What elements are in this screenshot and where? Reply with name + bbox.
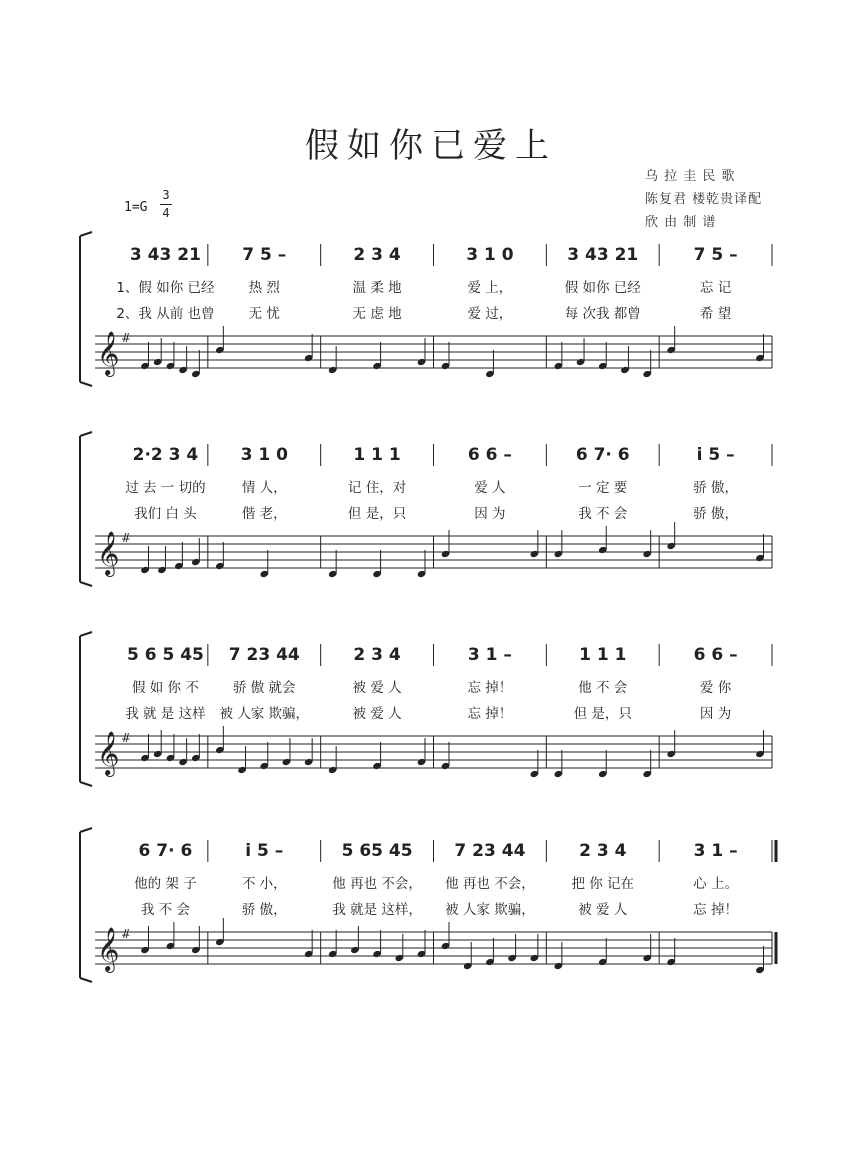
lyric-verse-2: 无 虑 地 (352, 306, 402, 322)
jianpu-measure: 6 7· 6 (138, 841, 193, 861)
lyric-verse-2: 骄 傲， (241, 902, 287, 918)
music-system-1 (0, 228, 862, 388)
sharp-icon: # (121, 531, 132, 545)
lyric-verse-1: 忘 记 (699, 280, 732, 296)
treble-clef-icon: 𝄞 (97, 731, 120, 775)
lyric-verse-2: 我们 白 头 (134, 506, 197, 522)
lyric-verse-1: 被 爱 人 (352, 680, 402, 696)
jianpu-measure: 2 3 4 (579, 841, 627, 861)
lyric-verse-1: 骄 傲 就会 (232, 680, 296, 696)
lyric-verse-2: 我 不 会 (578, 506, 628, 522)
lyric-verse-1: 把 你 记在 (571, 876, 635, 892)
lyric-verse-1: 情 人， (241, 480, 287, 496)
key-signature-label: 1=G (124, 200, 148, 215)
jianpu-measure: 3 1 0 (466, 245, 514, 265)
lyric-verse-1: 爱 上， (467, 280, 513, 296)
lyric-verse-2: 但 是，只 (347, 506, 407, 522)
lyric-verse-2: 2、我 从前 也曾 (116, 306, 215, 322)
lyric-verse-1: 爱 你 (699, 680, 732, 696)
sharp-icon: # (121, 927, 132, 941)
lyric-verse-2: 我 不 会 (140, 902, 190, 918)
lyric-verse-2: 我 就 是 这样 (125, 706, 206, 722)
lyric-verse-2: 无 忧 (248, 306, 280, 322)
time-signature-top: 3 (162, 188, 170, 202)
jianpu-measure: 3 1 0 (240, 445, 288, 465)
lyric-verse-2: 被 爱 人 (578, 902, 628, 918)
jianpu-measure: 2 3 4 (353, 645, 401, 665)
lyric-verse-1: 热 烈 (248, 280, 280, 296)
lyric-verse-1: 忘 掉！ (467, 680, 513, 696)
lyric-verse-1: 他 不 会 (578, 680, 628, 696)
jianpu-measure: 5 6 5 45 (126, 645, 204, 665)
lyric-verse-1: 他 再也 不会， (332, 876, 422, 892)
music-system-4 (0, 824, 862, 984)
credit-arranger: 欣 由 制 谱 (645, 215, 717, 230)
lyric-verse-2: 因 为 (474, 506, 506, 522)
jianpu-measure: 1 1 1 (579, 645, 627, 665)
jianpu-measure: 3 1 – (693, 841, 738, 861)
lyric-verse-1: 温 柔 地 (352, 280, 402, 296)
lyric-verse-2: 希 望 (699, 306, 732, 322)
jianpu-measure: 7 23 44 (454, 841, 526, 861)
jianpu-measure: 6 6 – (693, 645, 738, 665)
song-title: 假如你已爱上 (305, 126, 557, 166)
treble-clef-icon: 𝄞 (97, 331, 120, 375)
jianpu-measure: 1 1 1 (353, 445, 401, 465)
credit-origin: 乌 拉 圭 民 歌 (645, 169, 736, 184)
sharp-icon: # (121, 331, 132, 345)
jianpu-measure: 3 43 21 (567, 245, 639, 265)
lyric-verse-2: 爱 过， (467, 306, 513, 322)
credit-translators: 陈复君 楼乾贵译配 (645, 192, 763, 207)
jianpu-measure: i 5 – (245, 841, 284, 861)
jianpu-measure: 2·2 3 4 (132, 445, 199, 465)
lyric-verse-1: 骄 傲， (693, 480, 738, 496)
jianpu-measure: 5 65 45 (341, 841, 413, 861)
lyric-verse-1: 1、假 如你 已经 (116, 280, 215, 296)
jianpu-measure: 3 43 21 (129, 245, 201, 265)
lyric-verse-2: 忘 掉！ (693, 902, 738, 918)
lyric-verse-1: 不 小， (241, 876, 287, 892)
time-signature (160, 188, 172, 221)
music-system-3 (0, 628, 862, 788)
lyric-verse-2: 因 为 (699, 706, 732, 722)
treble-clef-icon: 𝄞 (97, 531, 120, 575)
jianpu-measure: 2 3 4 (353, 245, 401, 265)
treble-clef-icon: 𝄞 (97, 927, 120, 971)
lyric-verse-2: 骄 傲， (693, 506, 738, 522)
jianpu-measure: 7 23 44 (228, 645, 300, 665)
lyric-verse-2: 被 人家 欺骗， (445, 902, 535, 918)
music-system-2 (0, 428, 862, 588)
jianpu-measure: 7 5 – (693, 245, 738, 265)
jianpu-measure: 3 1 – (467, 645, 512, 665)
lyric-verse-1: 他的 架 子 (134, 876, 197, 892)
lyric-verse-2: 被 爱 人 (352, 706, 402, 722)
time-signature-bottom: 4 (162, 206, 170, 220)
lyric-verse-2: 我 就是 这样， (332, 902, 422, 918)
lyric-verse-1: 心 上。 (693, 876, 738, 892)
jianpu-measure: 6 6 – (467, 445, 512, 465)
jianpu-measure: 7 5 – (242, 245, 287, 265)
lyric-verse-1: 过 去 一 切的 (125, 480, 206, 496)
lyric-verse-2: 偕 老， (241, 506, 287, 522)
jianpu-measure: 6 7· 6 (575, 445, 630, 465)
lyric-verse-1: 一 定 要 (578, 480, 628, 496)
lyric-verse-1: 假 如你 已经 (564, 280, 641, 296)
sharp-icon: # (121, 731, 132, 745)
lyric-verse-1: 他 再也 不会， (445, 876, 535, 892)
lyric-verse-1: 爱 人 (474, 480, 506, 496)
lyric-verse-1: 记 住，对 (347, 480, 407, 496)
lyric-verse-2: 每 次我 都曾 (564, 306, 641, 322)
lyric-verse-1: 假 如 你 不 (131, 680, 199, 696)
lyric-verse-2: 但 是，只 (573, 706, 632, 722)
jianpu-measure: i 5 – (696, 445, 735, 465)
lyric-verse-2: 忘 掉！ (467, 706, 513, 722)
lyric-verse-2: 被 人家 欺骗， (219, 706, 310, 722)
